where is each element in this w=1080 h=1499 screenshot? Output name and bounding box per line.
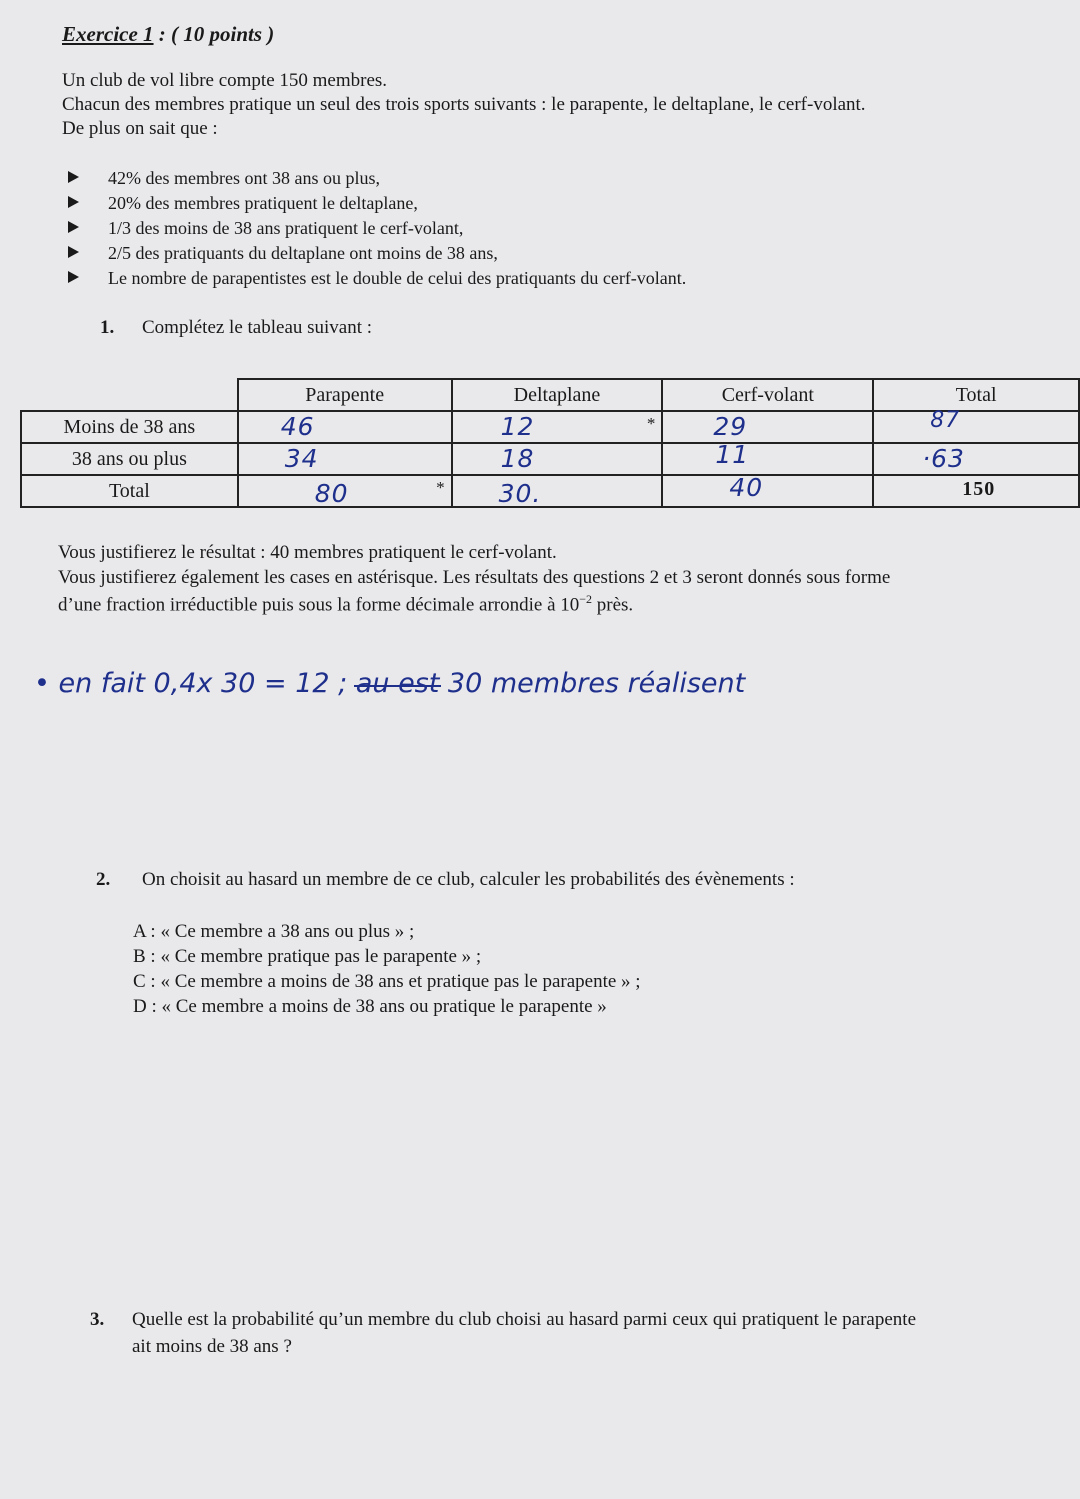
- hw-bullet: •: [34, 668, 50, 699]
- table-cell[interactable]: [873, 408, 1079, 443]
- table-cell[interactable]: [873, 443, 1079, 475]
- arrow-bullet-icon: [68, 246, 79, 258]
- question-2: [96, 869, 795, 891]
- question-3-line-2: ait moins de 38 ans ?: [132, 1336, 292, 1357]
- question-3-text: Quelle est la probabilité qu’un membre du club choisi au hasard parmi ceux qui pratiquent le parapente: [132, 1309, 917, 1330]
- exercise-points: : ( 10 points ): [153, 22, 275, 46]
- intro-line-2: Chacun des membres pratique un seul des trois sports suivants : le parapente, le deltaplane, le cerf-volant.: [62, 94, 866, 115]
- question-1-text: Complétez le tableau suivant :: [142, 317, 373, 338]
- question-3-number: 3.: [90, 1309, 105, 1330]
- intro-line-3: De plus on sait que :: [62, 118, 218, 139]
- event-item: A : « Ce membre a 38 ans ou plus » ;: [133, 921, 415, 942]
- handwritten-value: 11: [715, 440, 750, 469]
- table-row: [21, 411, 1079, 443]
- arrow-bullet-icon: [68, 271, 79, 283]
- header-parapente: Parapente: [238, 379, 452, 411]
- event-item: D : « Ce membre a moins de 38 ans ou pratique le parapente »: [133, 996, 607, 1017]
- handwritten-value: 80: [314, 479, 349, 508]
- exercise-title: [62, 22, 274, 47]
- header-cerf-volant: Cerf-volant: [662, 379, 873, 411]
- handwritten-value: 34: [284, 444, 319, 473]
- handwritten-value: 30.: [498, 479, 542, 508]
- handwritten-value: 40: [729, 473, 764, 502]
- table-cell[interactable]: [662, 440, 873, 475]
- handwritten-value: 46: [280, 412, 315, 441]
- handwritten-value: 12: [500, 412, 535, 441]
- asterisk-mark: *: [646, 414, 656, 433]
- table-row: [21, 475, 1079, 507]
- question-2-text: On choisit au hasard un membre de ce club, calculer les probabilités des évènements :: [142, 869, 795, 890]
- question-1-number: 1.: [100, 317, 115, 338]
- question-3: [90, 1309, 916, 1331]
- header-deltaplane: Deltaplane: [452, 379, 663, 411]
- handwritten-value: 87: [930, 408, 961, 433]
- table-cell[interactable]: [238, 475, 452, 507]
- question-2-number: 2.: [96, 869, 111, 890]
- table-row: [21, 443, 1079, 475]
- total-value: 150: [962, 478, 996, 500]
- table-cell[interactable]: [662, 411, 873, 443]
- asterisk-mark: *: [436, 478, 445, 497]
- arrow-bullet-icon: [68, 171, 79, 183]
- event-item: C : « Ce membre a moins de 38 ans et pratique pas le parapente » ;: [133, 971, 641, 992]
- table-cell[interactable]: [452, 411, 663, 443]
- question-1: [100, 317, 372, 339]
- arrow-bullet-icon: [68, 196, 79, 208]
- exercise-label: Exercice 1: [62, 22, 154, 46]
- fact-item: 42% des membres ont 38 ans ou plus,: [108, 168, 380, 188]
- table-cell[interactable]: [238, 443, 452, 475]
- instruction-line-3-text: d’une fraction irréductible puis sous la forme décimale arrondie à 10: [58, 594, 580, 616]
- handwritten-value: ·63: [922, 444, 965, 473]
- table-cell[interactable]: [452, 443, 663, 475]
- fact-item: 2/5 des pratiquants du deltaplane ont moins de 38 ans,: [108, 243, 498, 263]
- instruction-line-1: Vous justifierez le résultat : 40 membres pratiquent le cerf-volant.: [58, 542, 557, 563]
- handwritten-value: 18: [500, 444, 535, 473]
- row-label: 38 ans ou plus: [21, 443, 238, 475]
- table-cell[interactable]: [452, 475, 663, 507]
- table-corner: [21, 379, 238, 411]
- instruction-line-2: Vous justifierez également les cases en astérisque. Les résultats des questions 2 et 3 seront donnés sous forme: [58, 567, 891, 588]
- hw-struck-text: au est: [355, 668, 440, 699]
- exponent: −2: [579, 592, 593, 606]
- row-label: Moins de 38 ans: [21, 411, 238, 443]
- intro-line-1: Un club de vol libre compte 150 membres.: [62, 70, 388, 91]
- hw-text-2: 30 membres réalisent: [439, 668, 746, 699]
- table-cell[interactable]: [873, 475, 1079, 507]
- arrow-bullet-icon: [68, 221, 79, 233]
- hw-text-1: en fait 0,4x 30 = 12 ;: [58, 668, 356, 699]
- fact-item: Le nombre de parapentistes est le double de celui des pratiquants du cerf-volant.: [108, 268, 687, 288]
- row-label: Total: [21, 475, 238, 507]
- event-item: B : « Ce membre pratique pas le parapente » ;: [133, 946, 482, 967]
- data-table: [20, 378, 1080, 508]
- instruction-line-3: [58, 592, 633, 616]
- table-cell[interactable]: [238, 411, 452, 443]
- header-total: Total: [873, 379, 1079, 411]
- handwritten-answer: [34, 668, 745, 699]
- fact-item: 20% des membres pratiquent le deltaplane,: [108, 193, 418, 213]
- table-header-row: [21, 379, 1079, 411]
- table-cell[interactable]: [662, 475, 873, 507]
- handwritten-value: 29: [713, 412, 748, 441]
- fact-item: 1/3 des moins de 38 ans pratiquent le cerf-volant,: [108, 218, 464, 238]
- instruction-line-3-end: près.: [592, 594, 634, 616]
